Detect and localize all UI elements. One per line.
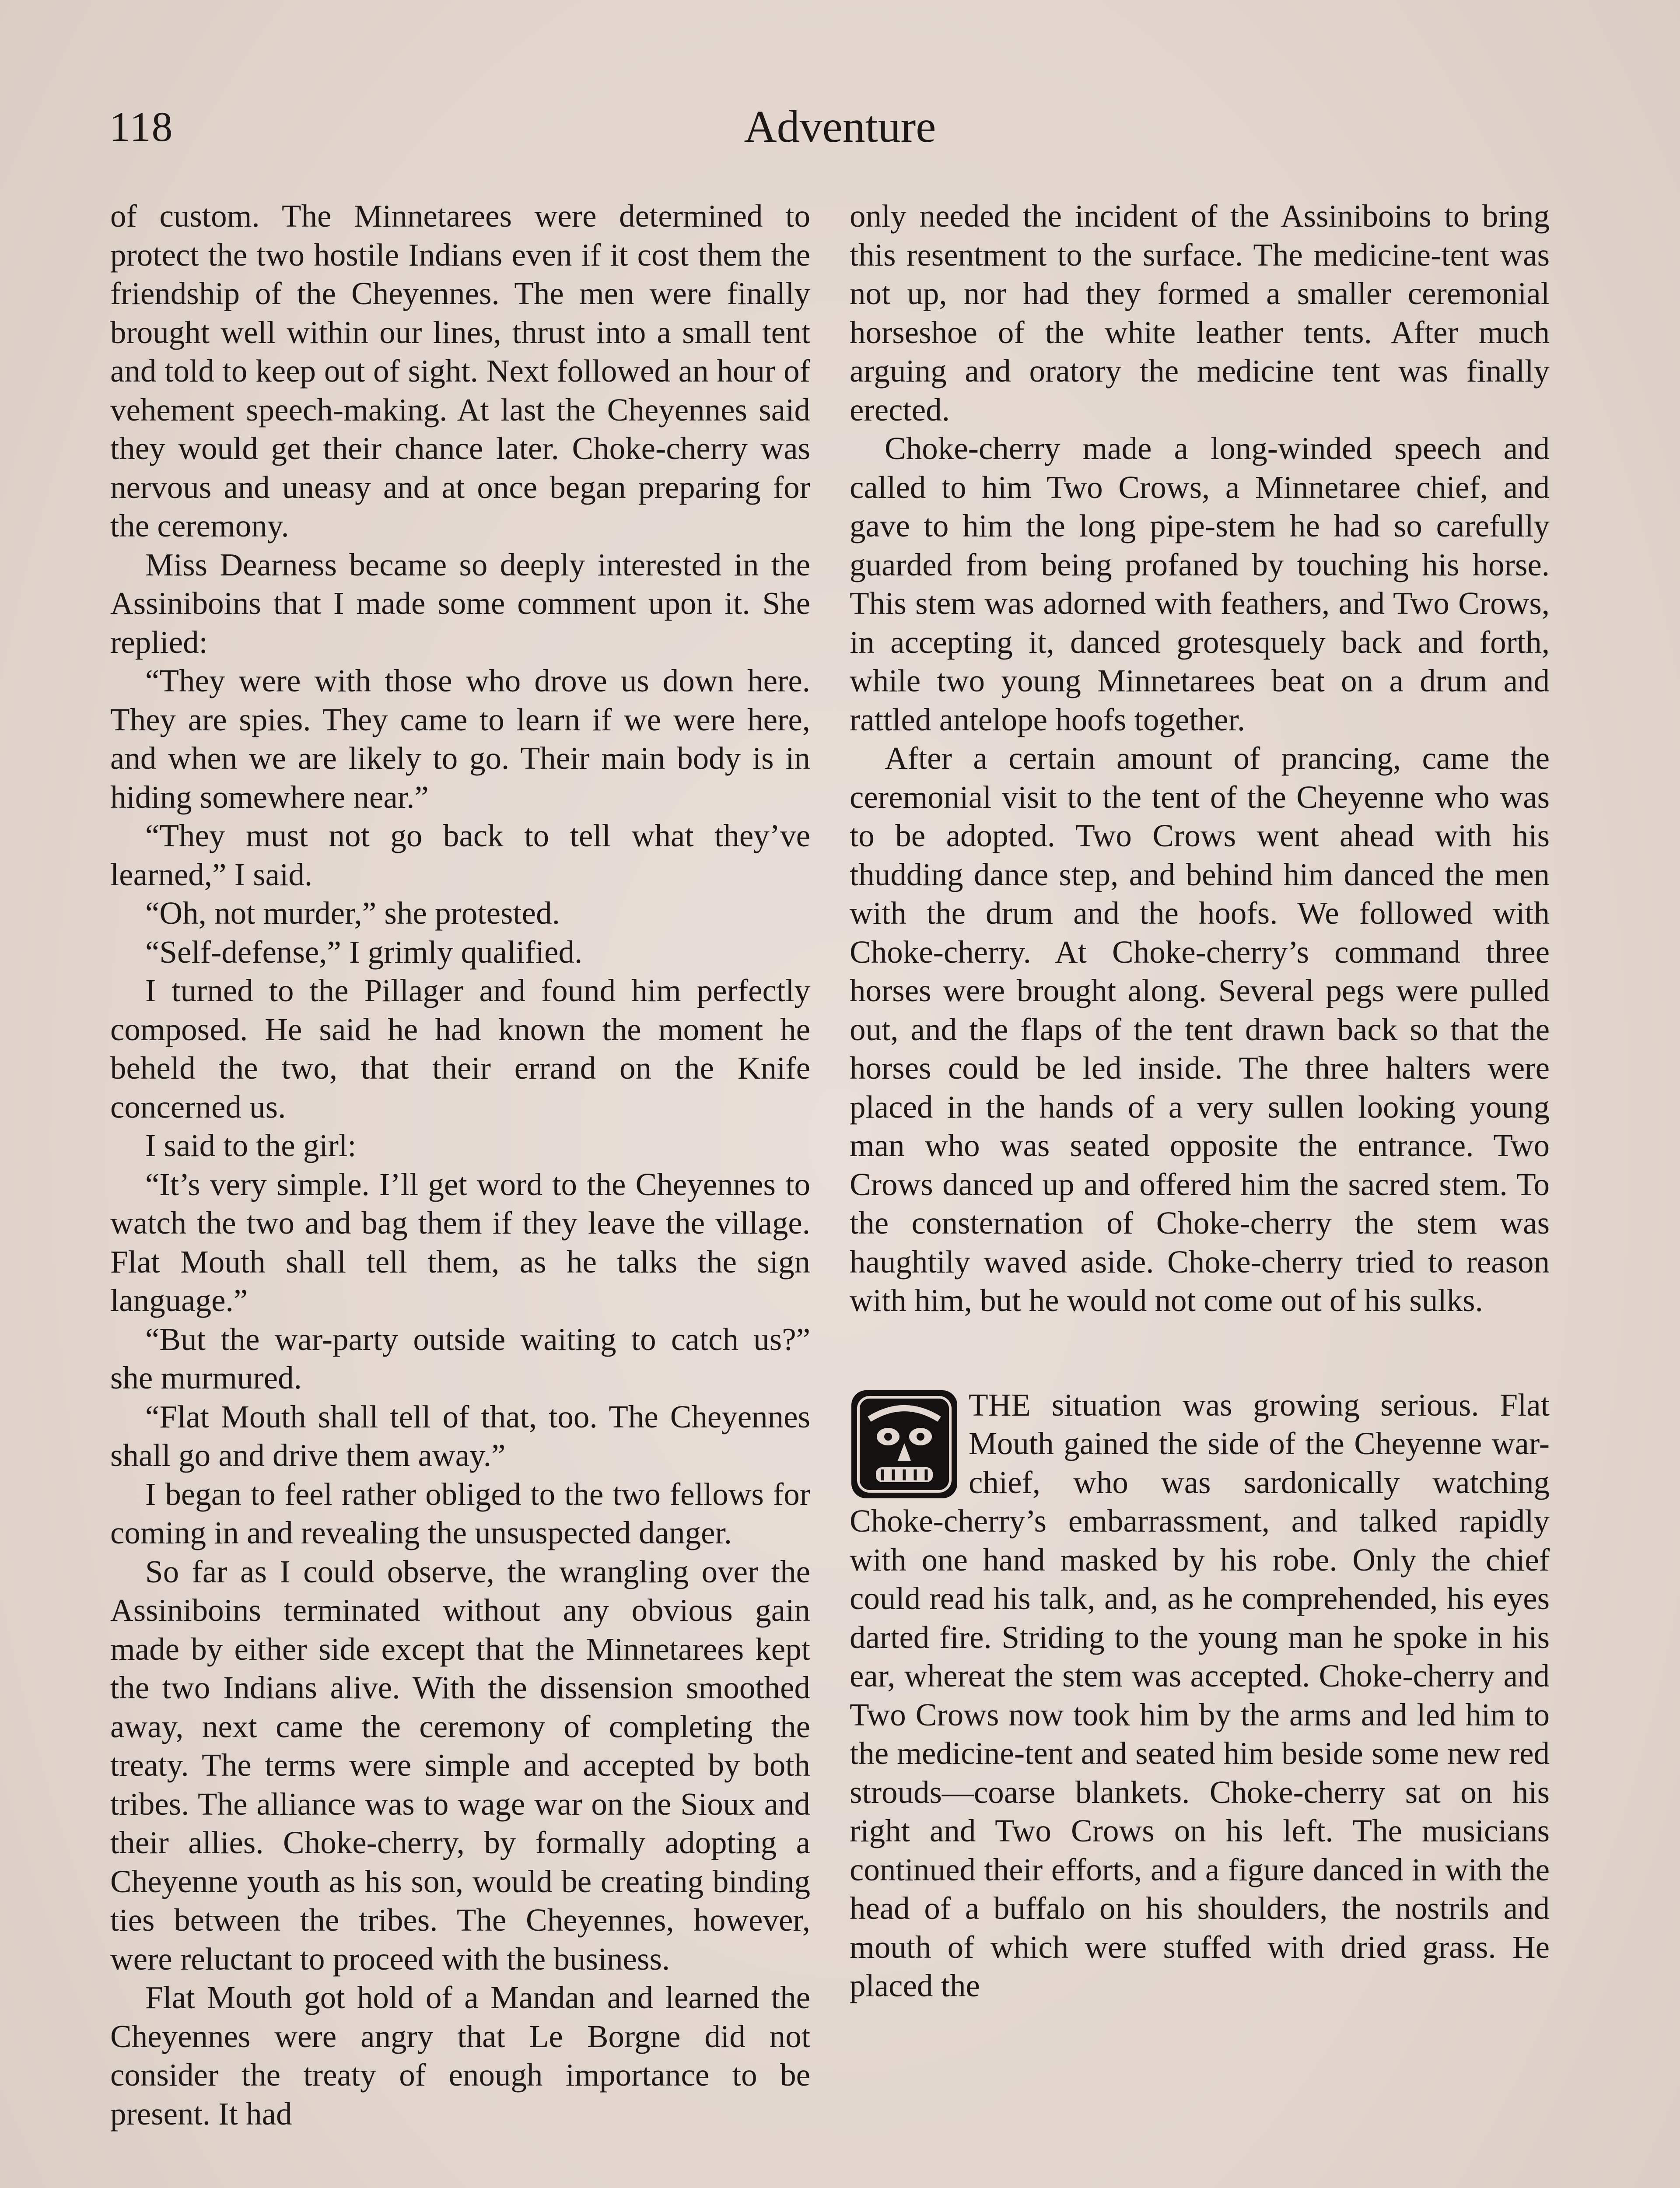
paragraph: I said to the girl: bbox=[145, 1128, 357, 1163]
paragraph: Flat Mouth got hold of a Mandan and learned the Cheyennes were angry that Le Borgne did not consider the treaty of enough importance to be present. It had bbox=[110, 1980, 810, 2132]
page-number: 118 bbox=[109, 103, 174, 150]
paragraph: “They were with those who drove us down here. They are spies. They came to learn if we were here, and when we are likely to go. Their main body is in hiding somewhere near.” bbox=[110, 663, 810, 815]
paragraph: “Oh, not murder,” she protested. bbox=[145, 895, 560, 931]
paragraph: So far as I could observe, the wrangling over the Assiniboins terminated without any obvious gain made by either side except that the Minnetarees kept the two Indians alive. With the dissension smoothed away, next came the ceremony of completing the treaty. The terms were simple and accepted by both tribes. The alliance was to wage war on the Sioux and their allies. Choke-cherry, by formally adopting a Cheyenne youth as his son, would be creating binding ties between the tribes. The Cheyennes, however, were reluctant to proceed with the business. bbox=[110, 1553, 810, 1977]
thunderbird-face-ornament-icon bbox=[850, 1389, 959, 1500]
paragraph: only needed the incident of the Assiniboins to bring this resentment to the surface. The medicine-tent was not up, nor had they formed a smaller ceremonial horseshoe of the white leather tents. After much arguing and oratory the medicine tent was finally erected. bbox=[850, 198, 1550, 428]
paragraph: Choke-cherry made a long-winded speech and called to him Two Crows, a Minnetaree chief, and gave to him the long pipe-stem he had so carefully guarded from being profaned by touching his horse. This stem was adorned with feathers, and Two Crows, in accepting it, danced grotesquely back and forth, while two young Minnetarees beat on a drum and rattled antelope hoofs together. bbox=[850, 431, 1550, 737]
paragraph: THE situation was growing serious. Flat Mouth gained the side of the Cheyenne war-chief, who was sardonically watching Choke-cherry’s embarrassment, and talked rapidly with one hand masked by his robe. Only the chief could read his talk, and, as he comprehended, his eyes darted fire. Striding to the young man he spoke in his ear, whereat the stem was accepted. Choke-cherry and Two Crows now took him by the arms and led him to the medicine-tent and seated him beside some new red strouds—coarse blankets. Choke-cherry sat on his right and Two Crows on his left. The musicians continued their efforts, and a figure danced in with the head of a buffalo on his shoulders, the nostrils and mouth of which were stuffed with dried grass. He placed the bbox=[850, 1387, 1550, 2003]
paragraph: After a certain amount of prancing, came the ceremonial visit to the tent of the Cheyenne who was to be adopted. Two Crows went ahead with his thudding dance step, and behind him danced the men with the drum and the hoofs. We followed with Choke-cherry. At Choke-cherry’s command three horses were brought along. Several pegs were pulled out, and the flaps of the tent drawn back so that the horses could be led inside. The three halters were placed in the hands of a very sullen looking young man who was seated opposite the entrance. Two Crows danced up and offered him the sacred stem. To the consternation of Choke-cherry the stem was haughtily waved aside. Choke-cherry tried to reason with him, but he would not come out of his sulks. bbox=[850, 740, 1550, 1318]
paragraph: “It’s very simple. I’ll get word to the Cheyennes to watch the two and bag them if they leave the village. Flat Mouth shall tell them, as he talks the sign language.” bbox=[110, 1166, 810, 1318]
paragraph: of custom. The Minnetarees were determined to protect the two hostile Indians even if it cost them the friendship of the Cheyennes. The men were finally brought well within our lines, thrust into a small tent and told to keep out of sight. Next followed an hour of vehement speech-making. At last the Cheyennes said they would get their chance later. Choke-cherry was nervous and uneasy and at once began preparing for the ceremony. bbox=[110, 198, 810, 543]
paragraph: I turned to the Pillager and found him perfectly composed. He said he had known the moment he beheld the two, that their errand on the Knife concerned us. bbox=[110, 973, 810, 1125]
paragraph: “Flat Mouth shall tell of that, too. The Cheyennes shall go and drive them away.” bbox=[110, 1399, 810, 1473]
right-column bbox=[850, 197, 1550, 2006]
paragraph: Miss Dearness became so deeply interested in the Assiniboins that I made some comment upon it. She replied: bbox=[110, 547, 810, 660]
running-title: Adventure bbox=[744, 102, 936, 152]
left-column bbox=[110, 197, 810, 2133]
paragraph: “But the war-party outside waiting to catch us?” she murmured. bbox=[110, 1321, 810, 1396]
paragraph: I began to feel rather obliged to the two fellows for coming in and revealing the unsuspected danger. bbox=[110, 1476, 810, 1550]
paragraph: “Self-defense,” I grimly qualified. bbox=[145, 934, 583, 970]
page-header bbox=[109, 101, 1571, 153]
paragraph: “They must not go back to tell what they’ve learned,” I said. bbox=[110, 818, 810, 892]
section-break bbox=[850, 1320, 1550, 1386]
